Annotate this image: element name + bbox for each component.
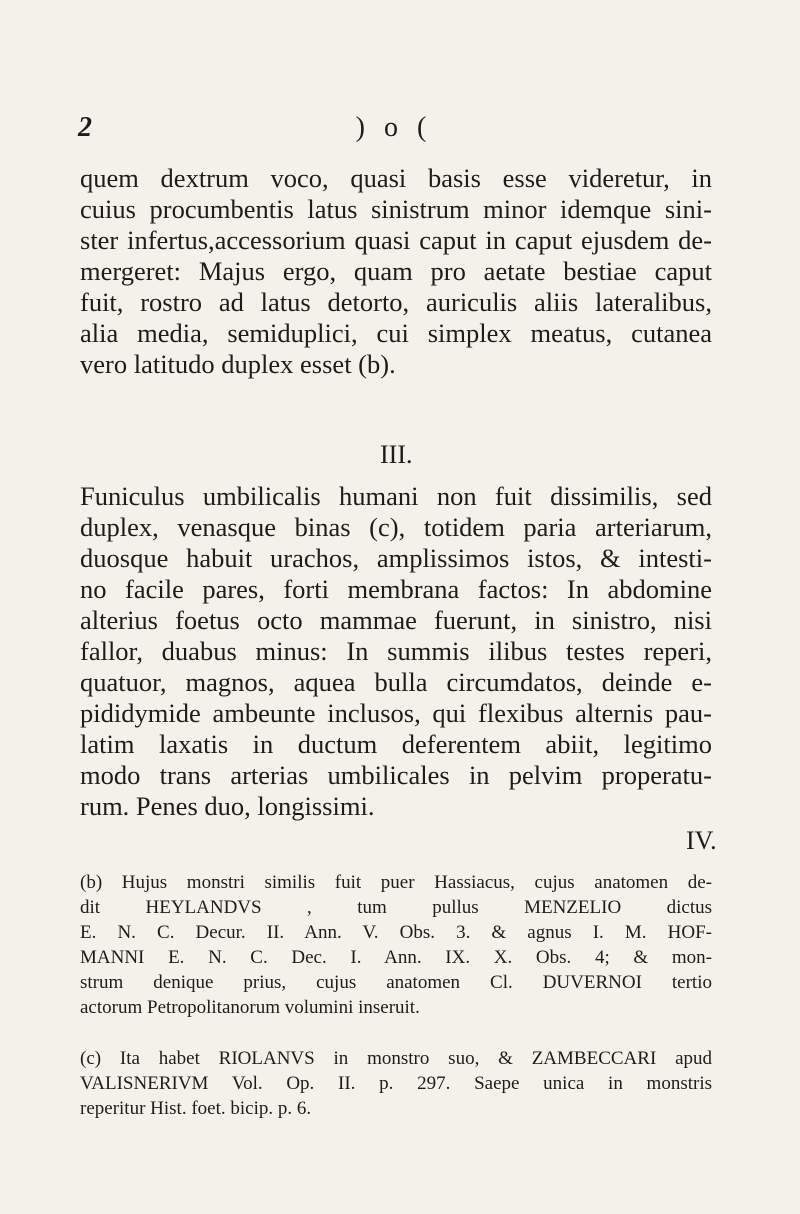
- text-line: Funiculus umbilicalis humani non fuit dissimilis, sed: [80, 481, 712, 511]
- text-line: ster infertus,accessorium quasi caput in caput ejusdem de-: [80, 225, 712, 255]
- text-line: fallor, duabus minus: In summis ilibus testes reperi,: [80, 636, 712, 666]
- section-heading-3: III.: [380, 440, 413, 469]
- footnotes: [80, 870, 712, 1121]
- text-line: alterius foetus octo mammae fuerunt, in sinistro, nisi: [80, 605, 712, 635]
- text-line: quatuor, magnos, aquea bulla circumdatos, deinde e-: [80, 667, 712, 697]
- text-line: cuius procumbentis latus sinistrum minor idemque sini-: [80, 194, 712, 224]
- text-line: latim laxatis in ductum deferentem abiit, legitimo: [80, 729, 712, 759]
- footnote-line: dit HEYLANDVS , tum pullus MENZELIO dictus: [80, 897, 712, 918]
- footnote-line: VALISNERIVM Vol. Op. II. p. 297. Saepe unica in monstris: [80, 1073, 712, 1094]
- text-line: alia media, semiduplici, cui simplex meatus, cutanea: [80, 318, 712, 348]
- text-line: vero latitudo duplex esset (b).: [80, 349, 396, 379]
- footnote-line: (b) Hujus monstri similis fuit puer Hassiacus, cujus anatomen de-: [80, 872, 712, 893]
- paragraph-2: [80, 481, 712, 822]
- text-line: no facile pares, forti membrana factos: In abdomine: [80, 574, 712, 604]
- footnote-line: E. N. C. Decur. II. Ann. V. Obs. 3. & agnus I. M. HOF-: [80, 922, 712, 943]
- text-line: rum. Penes duo, longissimi.: [80, 791, 375, 821]
- paragraph-1: [80, 163, 712, 380]
- text-line: quem dextrum voco, quasi basis esse videretur, in: [80, 163, 712, 193]
- footnote-c: [80, 1046, 712, 1121]
- footnote-line: MANNI E. N. C. Dec. I. Ann. IX. X. Obs. 4; & mon-: [80, 947, 712, 968]
- footnote-line: actorum Petropolitanorum volumini inseruit.: [80, 997, 420, 1018]
- page-header: [78, 112, 710, 152]
- section-heading-4: IV.: [686, 826, 717, 855]
- header-ornament: ) o (: [355, 112, 433, 143]
- footnote-line: (c) Ita habet RIOLANVS in monstro suo, & ZAMBECCARI apud: [80, 1048, 712, 1069]
- text-line: fuit, rostro ad latus detorto, auriculis aliis lateralibus,: [80, 287, 712, 317]
- page-number: 2: [78, 112, 92, 143]
- footnote-line: reperitur Hist. foet. bicip. p. 6.: [80, 1098, 312, 1119]
- text-line: mergeret: Majus ergo, quam pro aetate bestiae caput: [80, 256, 712, 286]
- footnote-b: [80, 870, 712, 1020]
- text-line: modo trans arterias umbilicales in pelvim properatu-: [80, 760, 712, 790]
- text-line: duosque habuit urachos, amplissimos istos, & intesti-: [80, 543, 712, 573]
- text-line: pididymide ambeunte inclusos, qui flexibus alternis pau-: [80, 698, 712, 728]
- footnote-line: strum denique prius, cujus anatomen Cl. DUVERNOI tertio: [80, 972, 712, 993]
- text-line: duplex, venasque binas (c), totidem paria arteriarum,: [80, 512, 712, 542]
